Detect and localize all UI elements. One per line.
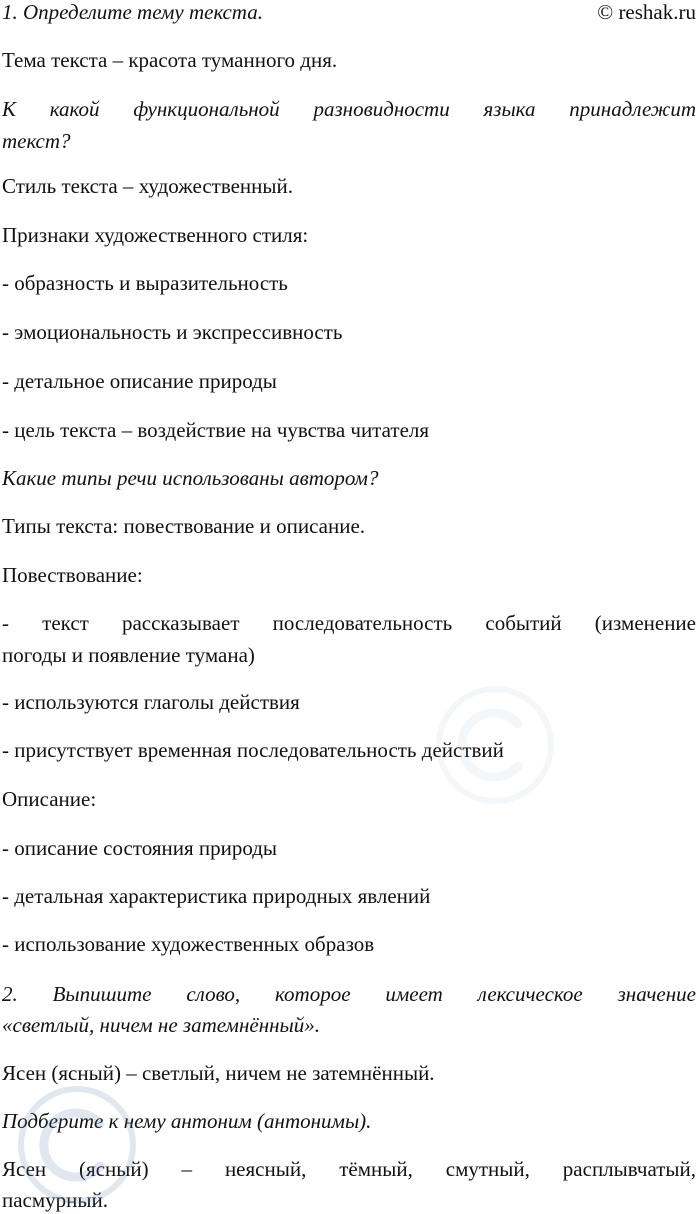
antonyms-line-1: Ясен (ясный) – неясный, тёмный, смутный, расплывчатый, <box>2 1157 696 1181</box>
answer-2: Ясен (ясный) – светлый, ничем не затемнённый. <box>2 1061 435 1085</box>
sign-item: - образность и выразительность <box>2 271 288 295</box>
question-style-line-1: К какой функциональной разновидности языка принадлежит <box>2 97 696 121</box>
narration-title: Повествование: <box>2 563 143 587</box>
types-answer: Типы текста: повествование и описание. <box>2 514 366 538</box>
description-item: - использование художественных образов <box>2 932 375 956</box>
question-style-line-2: текст? <box>2 129 71 153</box>
question-2-line-1: 2. Выпишите слово, которое имеет лексическое значение <box>2 982 696 1006</box>
question-antonym: Подберите к нему антоним (антонимы). <box>2 1109 372 1133</box>
description-title: Описание: <box>2 787 97 811</box>
narration-item-3: - присутствует временная последовательность действий <box>2 738 504 762</box>
narration-item-1-line-1: - текст рассказывает последовательность событий (изменение <box>2 611 696 635</box>
description-item: - детальная характеристика природных явлений <box>2 884 431 908</box>
sign-item: - цель текста – воздействие на чувства читателя <box>2 418 430 442</box>
question-types: Какие типы речи использованы автором? <box>2 466 379 490</box>
question-1: 1. Определите тему текста. <box>2 0 263 24</box>
signs-title: Признаки художественного стиля: <box>2 223 309 247</box>
question-2-line-2: «светлый, ничем не затемнённый». <box>2 1013 321 1037</box>
narration-item-2: - используются глаголы действия <box>2 690 300 714</box>
narration-item-1-line-2: погоды и появление тумана) <box>2 643 255 667</box>
sign-item: - детальное описание природы <box>2 369 277 393</box>
sign-item: - эмоциональность и экспрессивность <box>2 320 343 344</box>
theme-answer: Тема текста – красота туманного дня. <box>2 48 338 72</box>
description-item: - описание состояния природы <box>2 836 278 860</box>
site-logo: © reshak.ru <box>597 0 696 24</box>
antonyms-line-2: пасмурный. <box>2 1188 109 1212</box>
style-answer: Стиль текста – художественный. <box>2 174 294 198</box>
